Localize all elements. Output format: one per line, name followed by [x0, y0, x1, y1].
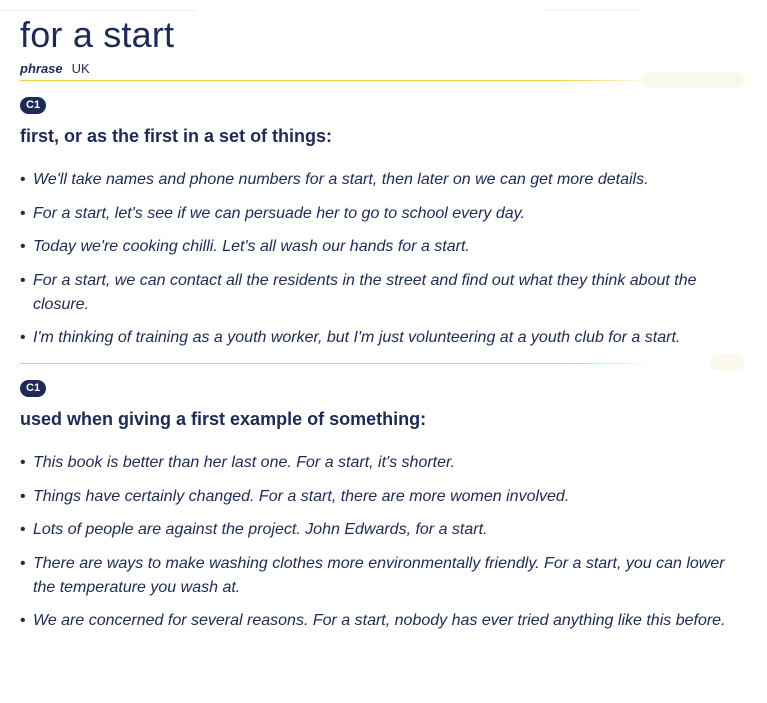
- top-divider-right: [542, 10, 642, 11]
- example-sentence: • Today we're cooking chilli. Let's all wash our hands for a start.: [20, 235, 745, 259]
- sense-block: [20, 363, 745, 633]
- level-badge: C1: [20, 380, 46, 397]
- example-sentence: • We are concerned for several reasons. For a start, nobody has ever tried anything like this before.: [20, 609, 745, 633]
- example-sentence: • This book is better than her last one. For a start, it's shorter.: [20, 451, 745, 475]
- sense-block: [20, 80, 745, 350]
- headword: for a start: [20, 14, 175, 55]
- dictionary-entry: [20, 14, 745, 643]
- region-label: UK: [71, 61, 90, 76]
- example-sentence: • For a start, let's see if we can persuade her to go to school every day.: [20, 202, 745, 226]
- entry-info: [20, 61, 745, 76]
- part-of-speech: phrase: [20, 61, 63, 76]
- example-sentence: • Things have certainly changed. For a start, there are more women involved.: [20, 485, 745, 509]
- example-sentence: • For a start, we can contact all the residents in the street and find out what they think about the closure.: [20, 269, 745, 317]
- sense-divider: [20, 80, 655, 81]
- definition: used when giving a first example of something:: [20, 409, 427, 429]
- sense-tools: [709, 355, 745, 371]
- definition: first, or as the first in a set of things:: [20, 126, 333, 146]
- example-sentence: • There are ways to make washing clothes more environmentally friendly. For a start, you can lower the temperature you wash at.: [20, 552, 745, 600]
- example-sentence: • I'm thinking of training as a youth worker, but I'm just volunteering at a youth club for a start.: [20, 326, 745, 350]
- top-divider: [0, 10, 195, 11]
- example-sentence: • We'll take names and phone numbers for a start, then later on we can get more details.: [20, 168, 745, 192]
- level-badge: C1: [20, 97, 46, 114]
- sense-tools: [641, 72, 745, 88]
- example-list: [20, 451, 745, 633]
- example-sentence: • Lots of people are against the project. John Edwards, for a start.: [20, 518, 745, 542]
- sense-divider: [20, 363, 655, 364]
- example-list: [20, 168, 745, 350]
